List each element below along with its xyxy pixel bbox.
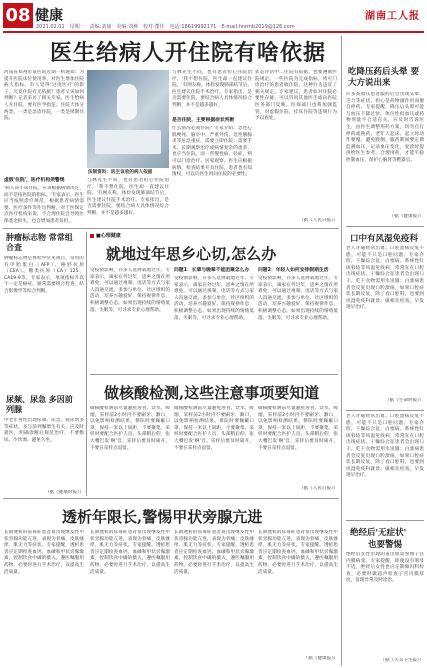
side1-byline: （据《健康报》）: [389, 214, 424, 219]
header-rule: [3, 31, 424, 33]
art3-byline: （据《人民日报》）: [298, 486, 338, 491]
lead-col2-text: 与林先生不同，也有患者担心住院治疗。'我不想住院，医生却一直建议住院。'有网友称，体检发现肺部结节后，医生建议住院手术治疗。专家指出，是否需要住院，要结合病人具体情况综合判断，并不是越多越好。: [87, 178, 169, 216]
art2-text-b: 受疫情影响，许多人选择就地过年。专家表示，离家在外过年，思乡之情在所难免，可以通过视频、电话等方式与家人沟通交流，多参与单位、社区组织的活动，培养兴趣爱好，保持规律作息，积极调整心态。如果出现持续的情绪低落、失眠等，可寻求专业心理帮助。: [174, 276, 254, 321]
side2-text: 老人牙龈经常出血、口腔溃疡反复不愈，可能不只是口腔问题。专家介绍，干燥综合征、白塞病、系统性红斑狼疮等风湿免疫病，常常先在口腔出现症状。干燥综合征患者会出现口干、吃干食物需用水送服；白塞病患者会反复出现口腔溃疡。如果口腔症状长期反复，除了看口腔科，也要到风湿免疫科就诊，做相关检查，早发现早治疗。: [346, 246, 424, 311]
art3-text: 做核酸检测前尽量避免进食、饮水、吸烟，采样前2小时内不要刷牙、漱口，以免影响检测结果。排队时要佩戴口罩，保持一米以上间距，不要聚集。采样时要配合医护人员，头部稍后仰，张大嘴巴发'啊'音。采样后要及时离开，不要在采样点逗留。: [90, 406, 170, 451]
art2-headline: 就地过年思乡心切,怎么办: [106, 245, 277, 263]
art3-text-b: 做核酸检测前尽量避免进食、饮水、吸烟，采样前2小时内不要刷牙、漱口，以免影响检测结果。排队时要佩戴口罩，保持一米以上间距，不要聚集。采样时要配合医护人员，头部稍后仰，张大嘴巴发'啊'音。采样后要及时离开，不要在采样点逗留。: [174, 406, 254, 451]
mid-left-divider: [86, 232, 87, 496]
art4-byline: （据《健康报》）: [303, 656, 338, 661]
side3-byline: （据《大众卫生报》）: [380, 658, 424, 663]
art3-divider: [90, 374, 338, 375]
art4-divider: [3, 498, 339, 499]
dateline: 2021.02.01 星期一 责编:刘丽 美编:刘燕 校对:董佳 电话:18619992171 E-mail:hnrmb2019@126.com: [36, 24, 295, 30]
art4-text-b: 长期透析的尿毒症患者易出现继发性甲状旁腺功能亢进，表现为骨痛、皮肤瘙痒、肌无力等症状。专家提醒，透析患者应定期检查血钙、血磷和甲状旁腺激素，控制饮食中磷的摄入，遵医嘱服用药物，必要时进行手术治疗，以提高生活质量。: [90, 530, 170, 575]
lead-photo-caption: 法制资料：医生该收的病人依据: [88, 170, 153, 175]
mid-left-head2: 尿频、尿急 多因前列腺: [6, 394, 73, 414]
art2-subhead1: 问题1：长辈与晚辈不能团聚怎么办: [174, 268, 250, 273]
art4-text-c: 长期透析的尿毒症患者易出现继发性甲状旁腺功能亢进，表现为骨痛、皮肤瘙痒、肌无力等症状。专家提醒，透析患者应定期检查血钙、血磷和甲状旁腺激素，控制饮食中磷的摄入，遵医嘱服用药物，必要时进行手术治疗，以提高生活质量。: [174, 530, 254, 575]
mid-left-byline: （据《健康时报》）: [44, 490, 84, 495]
mid-left-text: 肿瘤标志物是体检中常见项目，常用的有甲胎蛋白（AFP）、癌胚抗原（CEA）、糖类抗原（CA）125、CA19-9等。专家表示，单项指标升高不一定是癌症，通常需要组合检查，结合影像学等综合判断。: [4, 256, 84, 294]
art4-headline: 透析年限长,警惕甲状旁腺亢进: [62, 508, 263, 526]
lead-col1-text: 河南省郑州市某医院近期一则通知：为提升医院床位使用率，对医生增加住院病人指标。有人觉得'过度医疗'的影子。究竟住院有无依据？患者又该如何判断？记者采访了相关专家。医生给病人开住院，要有医学指征。住院大体分两类，一类是急诊住院，一类是择期住院。: [4, 70, 84, 122]
lead-headline: 医生给病人开住院有啥依据: [50, 40, 327, 66]
page-header: [0, 0, 427, 34]
side2-headline: 口中有风湿免疫科: [350, 234, 419, 244]
side3-headline: 绝经后'无症状': [350, 528, 407, 538]
lead-col3-text: 状态评估中…住院有依据，也要遵循医院规定。一些医院为完成指标，将可门诊治疗的患者收住院，这种行为违反了相关规定。专家建议，患者如对住院必要性存疑，可以咨询其他医生或向医院医务部门反映。医保部门也将加强监管，对虚假住院、挂床住院等违规行为予以查处。: [255, 70, 337, 122]
lead-col2b-text: 与林先生不同，也有患者担心住院治疗。'我不想住院，医生却一直建议住院。'有网友称，体检发现肺部结节后，医生建议住院手术治疗。专家指出，是否需要住院，要结合病人具体情况综合判断，并不是越多越好。: [172, 70, 252, 108]
art4-text-d: 长期透析的尿毒症患者易出现继发性甲状旁腺功能亢进，表现为骨痛、皮肤瘙痒、肌无力等症状。专家提醒，透析患者应定期检查血钙、血磷和甲状旁腺激素，控制饮食中磷的摄入，遵医嘱服用药物，必要时进行手术治疗，以提高生活质量。: [258, 530, 338, 575]
section-title: 健康: [35, 8, 63, 24]
mid-left-text2: 中老年男性出现尿频、尿急、夜尿增多等症状，多与前列腺增生有关。应及时就医，明确诊断后规范治疗，不要憋尿、少饮酒、避免久坐。: [4, 418, 84, 443]
lead-byline: （据《人民日报》）: [298, 218, 338, 223]
art2-text: 受疫情影响，许多人选择就地过年。专家表示，离家在外过年，思乡之情在所难免，可以通过视频、电话等方式与家人沟通交流，多参与单位、社区组织的活动，培养兴趣爱好，保持规律作息，积极调整心态。如果出现持续的情绪低落、失眠等，可寻求专业心理帮助。: [90, 268, 170, 313]
side-divider-2: [346, 410, 424, 411]
column-divider: [341, 36, 342, 666]
lead-col2-subhead: 是否住院，主要根据症状判断: [172, 118, 235, 123]
side1-headline: 吃降压药后头晕 要大方说出来: [348, 67, 419, 88]
side1-text: 许多高血压患者服药后会出现头晕、乏力等症状，担心是药物副作用而擅自停药。专家提醒，降压后头晕可能与血压下降过快、体位性低血压或药物剂量不合适有关，应及时告诉医生，由医生调整用药方案，切勿自行停药或换药。老年人起床、起立时动作要慢，避免跌倒。服药期间要定期监测血压，记录血压变化，复诊时提供给医生参考。合理用药，才能平稳控制血压，保护心脑肾等靶器官。: [346, 92, 424, 163]
art4-text: 长期透析的尿毒症患者易出现继发性甲状旁腺功能亢进，表现为骨痛、皮肤瘙痒、肌无力等症状。专家提醒，透析患者应定期检查血钙、血磷和甲状旁腺激素，控制饮食中磷的摄入，遵医嘱服用药物，必要时进行手术治疗，以提高生活质量。: [4, 530, 84, 575]
side2-byline: （据《生命时报》）: [384, 398, 424, 403]
lead-col1-text2: '病人该不该住院，应该根据病情决定，而不是按医院的指标。'专家表示，医生应当按照诊疗规范，根据患者病情需要、医疗条件等作出判断。对于医保定点医疗机构来说，不合理住院会导致医保基金损失，也会增加患者负担。: [4, 186, 84, 224]
box-label: ■心理健康: [90, 232, 121, 239]
mid-left-head: 肿瘤标志物 常常组合查: [6, 232, 73, 252]
lead-col2-text2: 什么情况必须住院？专家介绍，急性心肌梗死、脑卒中、严重外伤、急性胰腺炎等危急重症，需要立即住院；需要手术、长期观察治疗或病情复杂的患者，也应当住院。而一些慢性病、轻症，则可以门诊治疗、居家观察。医生应根据病情、检查结果开具住院，患者也有知情权，可以向医生询问住院的必要性。: [172, 126, 252, 178]
mid-divider: [3, 228, 339, 229]
art3-headline: 做核酸检测,这些注意事项要知道: [104, 384, 320, 402]
lead-photo: [87, 70, 169, 168]
art2-subhead2: 问题2：年轻人如何安排假期生活: [258, 268, 329, 273]
side-divider-1: [346, 226, 424, 227]
lead-col1-subhead: 虚假'住院'，医疗机构须警惕: [4, 178, 65, 183]
side3-subhead: 也要警惕: [368, 540, 403, 550]
art2-text-c: 受疫情影响，许多人选择就地过年。专家表示，离家在外过年，思乡之情在所难免，可以通过视频、电话等方式与家人沟通交流，多参与单位、社区组织的活动，培养兴趣爱好，保持规律作息，积极调整心态。如果出现持续的情绪低落、失眠等，可寻求专业心理帮助。: [258, 276, 338, 321]
art3-text-c: 做核酸检测前尽量避免进食、饮水、吸烟，采样前2小时内不要刷牙、漱口，以免影响检测结果。排队时要佩戴口罩，保持一米以上间距，不要聚集。采样时要配合医护人员，头部稍后仰，张大嘴巴发'啊'音。采样后要及时离开，不要在采样点逗留。: [258, 406, 338, 451]
side2b-text: 老人牙龈经常出血、口腔溃疡反复不愈，可能不只是口腔问题。专家介绍，干燥综合征、白塞病、系统性红斑狼疮等风湿免疫病，常常先在口腔出现症状。干燥综合征患者会出现口干、吃干食物需用水送服；白塞病患者会反复出现口腔溃疡。如果口腔症状长期反复，除了看口腔科，也要到风湿免疫科就诊，做相关检查，早发现早治疗。: [346, 414, 424, 479]
side3-text: 绝经后女性出现阴道出血需警惕子宫内膜病变。专家提醒，即使没有明显不适，绝经后女性也应定期做妇科检查，必要时做超声检查子宫内膜厚度，发现异常及时诊治。: [346, 552, 424, 584]
masthead-logo: 湖南工人报: [365, 11, 420, 22]
page-number: 08: [3, 3, 33, 28]
side-divider-3: [346, 520, 424, 521]
